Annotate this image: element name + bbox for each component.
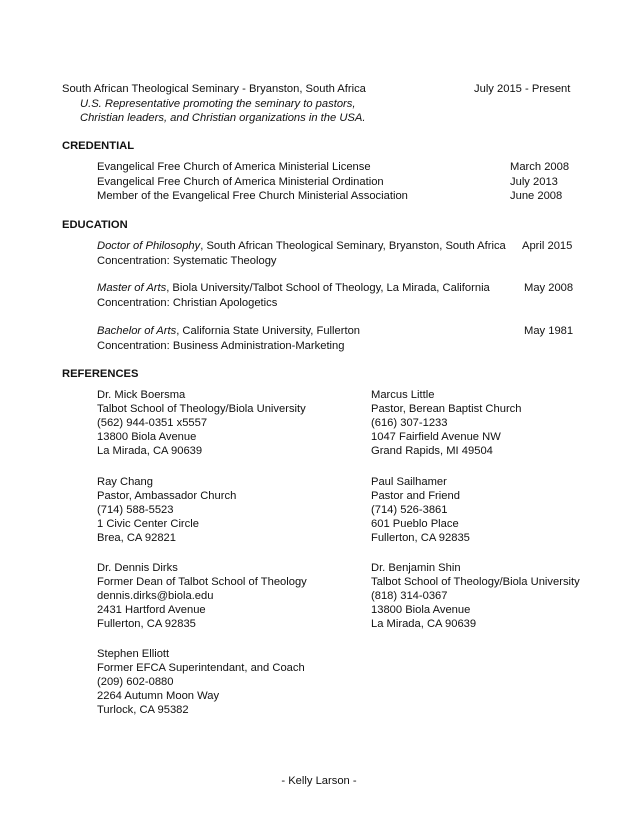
education-item [97,239,506,253]
ref-line: Former Dean of Talbot School of Theology [97,576,307,588]
ref-line: Grand Rapids, MI 49504 [371,445,493,457]
ref-line: 1047 Fairfield Avenue NW [371,431,501,443]
ref-line: La Mirada, CA 90639 [371,618,477,630]
ref-line: Talbot School of Theology/Biola University [97,403,306,415]
reference-entry [371,388,522,458]
ref-line: Pastor, Berean Baptist Church [371,403,522,415]
ref-line: 13800 Biola Avenue [97,431,197,443]
school: , California State University, Fullerton [176,325,361,337]
reference-entry [371,475,470,545]
education-date: May 2008 [524,282,574,294]
ref-name: Paul Sailhamer [371,476,447,488]
ref-line: Fullerton, CA 92835 [371,532,470,544]
ref-name: Ray Chang [97,476,153,488]
page-footer: - Kelly Larson - [281,775,357,787]
ref-line: 601 Pueblo Place [371,518,459,530]
ref-name: Dr. Dennis Dirks [97,562,178,574]
ref-name: Dr. Mick Boersma [97,389,186,401]
ref-line: (209) 602-0880 [97,676,174,688]
reference-entry [97,647,305,717]
education-concentration: Concentration: Christian Apologetics [97,297,278,309]
degree: Doctor of Philosophy [97,240,201,252]
degree: Bachelor of Arts [97,325,177,337]
ref-line: 2431 Hartford Avenue [97,604,206,616]
credential-item: Evangelical Free Church of America Ministerial Ordination [97,176,384,188]
ref-line: 2264 Autumn Moon Way [97,690,220,702]
ref-line: 1 Civic Center Circle [97,518,199,530]
experience-org: South African Theological Seminary - Bryanston, South Africa [62,83,366,95]
reference-entry [97,561,307,631]
ref-name: Dr. Benjamin Shin [371,562,461,574]
reference-entry [97,475,236,545]
degree: Master of Arts [97,282,167,294]
education-item [97,324,360,338]
ref-line: Turlock, CA 95382 [97,704,189,716]
credential-date: June 2008 [510,190,563,202]
ref-name: Marcus Little [371,389,435,401]
experience-desc-1: U.S. Representative promoting the seminary to pastors, [80,98,356,110]
education-date: April 2015 [522,240,573,252]
references-heading: REFERENCES [62,368,139,380]
education-concentration: Concentration: Business Administration-Marketing [97,340,345,352]
ref-name: Stephen Elliott [97,648,170,660]
school: , South African Theological Seminary, Bryanston, South Africa [200,240,506,252]
ref-line: (818) 314-0367 [371,590,448,602]
education-date: May 1981 [524,325,574,337]
credential-item: Member of the Evangelical Free Church Ministerial Association [97,190,408,202]
ref-line: (562) 944-0351 x5557 [97,417,208,429]
school: , Biola University/Talbot School of Theology, La Mirada, California [166,282,490,294]
education-concentration: Concentration: Systematic Theology [97,255,277,267]
education-item [97,281,490,295]
credential-date: July 2013 [510,176,558,188]
experience-date: July 2015 - Present [474,83,571,95]
credential-date: March 2008 [510,161,570,173]
ref-line: Brea, CA 92821 [97,532,176,544]
ref-line: La Mirada, CA 90639 [97,445,203,457]
ref-line: Pastor and Friend [371,490,460,502]
credential-item: Evangelical Free Church of America Ministerial License [97,161,371,173]
ref-line: 13800 Biola Avenue [371,604,471,616]
ref-line: Fullerton, CA 92835 [97,618,196,630]
education-heading: EDUCATION [62,219,128,231]
ref-line: (714) 526-3861 [371,504,448,516]
ref-line: (714) 588-5523 [97,504,174,516]
credential-heading: CREDENTIAL [62,140,135,152]
reference-entry [97,388,306,458]
reference-entry [371,561,580,631]
experience-desc-2: Christian leaders, and Christian organizations in the USA. [80,112,366,124]
ref-line: Talbot School of Theology/Biola University [371,576,580,588]
ref-line: (616) 307-1233 [371,417,448,429]
ref-line: Pastor, Ambassador Church [97,490,237,502]
ref-line: dennis.dirks@biola.edu [97,590,214,602]
ref-line: Former EFCA Superintendant, and Coach [97,662,305,674]
